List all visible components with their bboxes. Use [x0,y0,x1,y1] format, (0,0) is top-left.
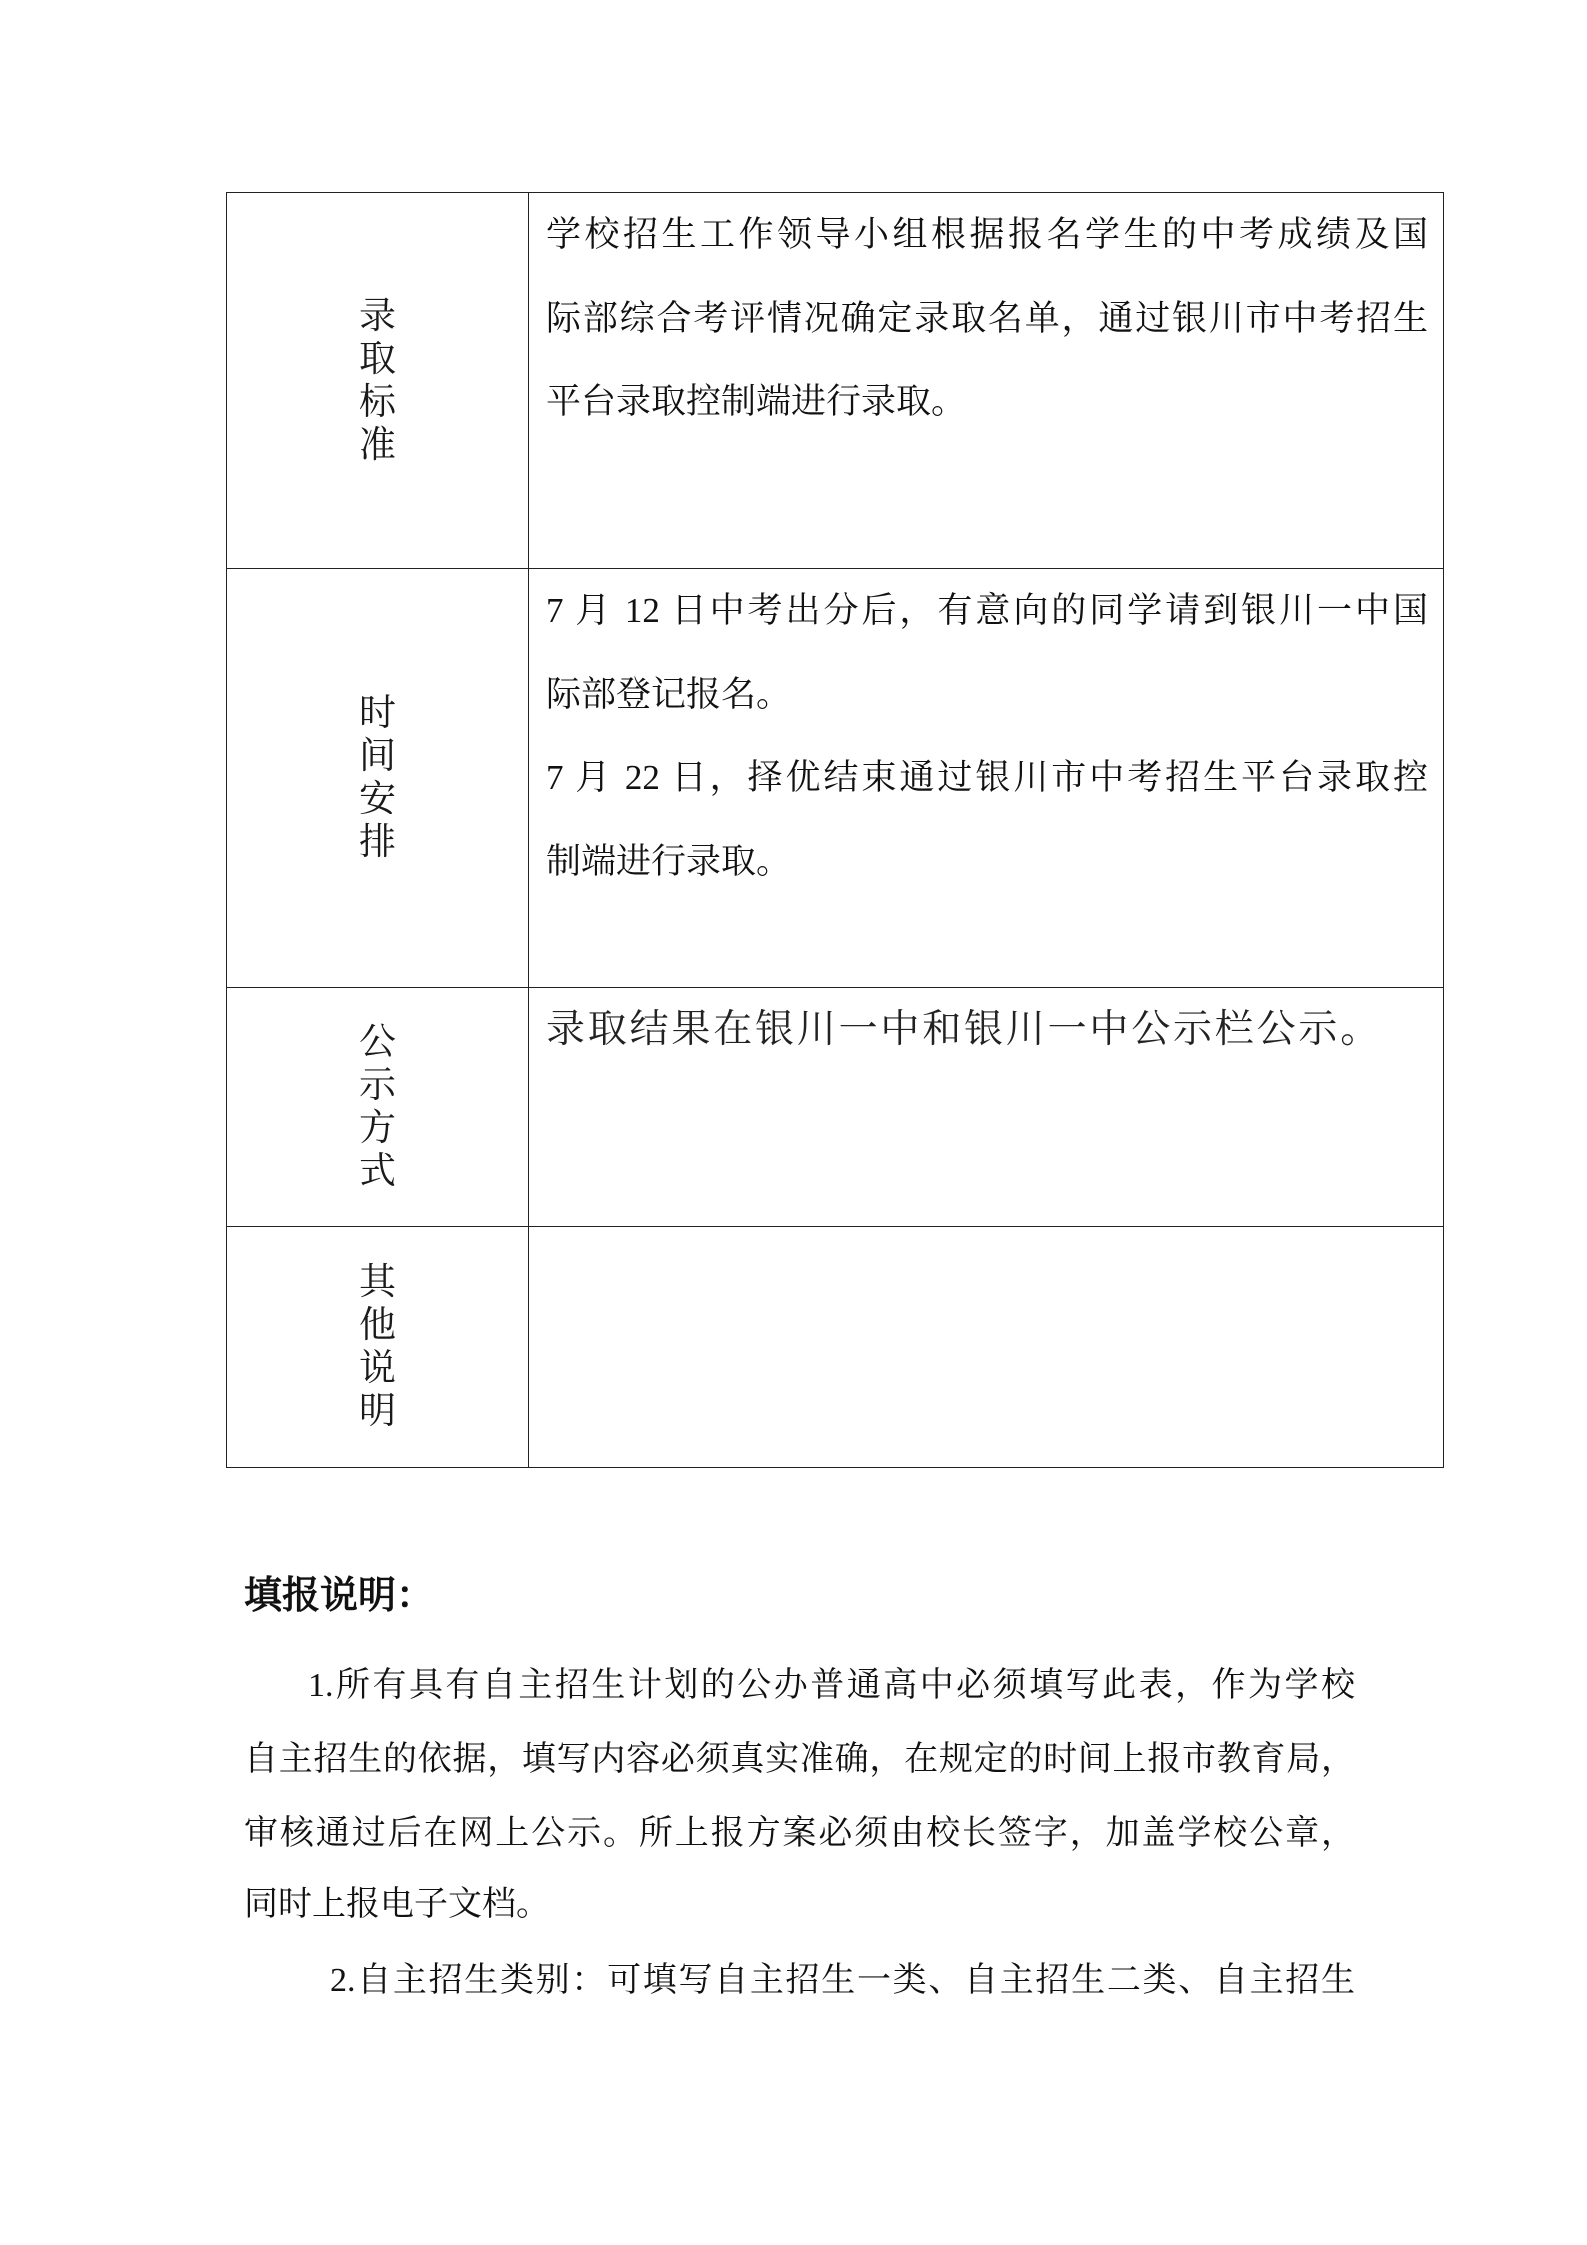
instructions-line: 同时上报电子文档。 [244,1886,550,1923]
row-label: 录取标准 [359,295,396,466]
instructions-line: 2.自主招生类别：可填写自主招生一类、自主招生二类、自主招生 [330,1962,1355,1999]
row-label: 公示方式 [359,1022,396,1192]
row-label: 时间安排 [359,693,396,863]
instructions-line: 自主招生的依据，填写内容必须真实准确，在规定的时间上报市教育局， [244,1741,1355,1778]
content-line: 际部综合考评情况确定录取名单，通过银川市中考招生 [546,298,1428,338]
instructions-line: 审核通过后在网上公示。所上报方案必须由校长签字，加盖学校公章， [244,1815,1355,1852]
content-line: 际部登记报名。 [546,674,792,714]
instructions-heading: 填报说明： [244,1575,435,1617]
instructions-line: 1.所有具有自主招生计划的公办普通高中必须填写此表，作为学校 [308,1667,1355,1704]
row-label: 其他说明 [359,1262,396,1432]
content-line: 7 月 22 日，择优结束通过银川市中考招生平台录取控 [546,758,1428,797]
content-line: 制端进行录取。 [546,841,792,881]
content-line: 录取结果在银川一中和银川一中公示栏公示。 [546,1008,1383,1051]
content-line: 7 月 12 日中考出分后，有意向的同学请到银川一中国 [546,591,1428,630]
content-line: 平台录取控制端进行录取。 [546,382,967,421]
content-line: 学校招生工作领导小组根据报名学生的中考成绩及国 [546,215,1428,254]
